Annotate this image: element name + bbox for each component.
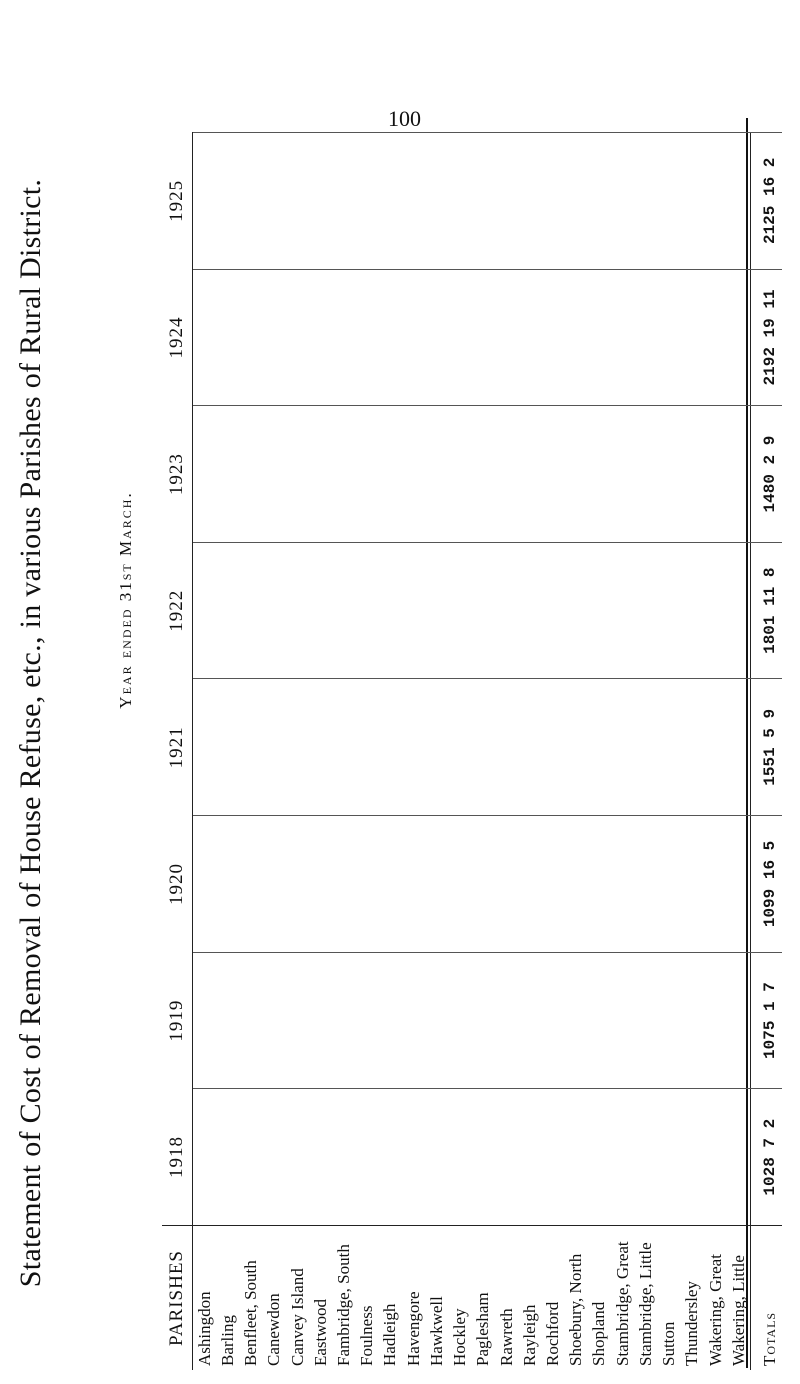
cost-cell — [588, 406, 611, 543]
cost-cell — [634, 816, 657, 953]
cost-cell — [704, 269, 727, 406]
cost-cell — [425, 133, 448, 270]
cost-cell — [240, 1089, 263, 1226]
cost-cell — [286, 679, 309, 816]
cost-cell — [495, 406, 518, 543]
cost-cell — [495, 816, 518, 953]
cost-cell — [286, 269, 309, 406]
cost-cell — [263, 679, 286, 816]
cost-cell — [216, 542, 239, 679]
cost-cell — [379, 269, 402, 406]
cost-cell — [588, 816, 611, 953]
cost-cell — [495, 679, 518, 816]
cost-cell — [425, 406, 448, 543]
table-body — [193, 133, 783, 1371]
cost-cell — [425, 1089, 448, 1226]
cost-cell — [309, 1089, 332, 1226]
total-cost-cell: 1028 7 2 — [751, 1089, 782, 1226]
table-row — [332, 133, 355, 1371]
page-subtitle: Year ended 31st March. — [116, 491, 135, 709]
cost-cell — [634, 406, 657, 543]
cost-cell — [356, 679, 379, 816]
cost-cell — [657, 406, 680, 543]
cost-cell — [727, 542, 751, 679]
cost-cell — [565, 269, 588, 406]
cost-cell — [727, 269, 751, 406]
cost-cell — [495, 952, 518, 1089]
totals-label: Totals — [751, 1226, 782, 1371]
cost-cell — [588, 1089, 611, 1226]
cost-cell — [681, 1089, 704, 1226]
total-cost-cell: 1551 5 9 — [751, 679, 782, 816]
parish-name: Fambridge, South — [332, 1226, 355, 1371]
cost-cell — [286, 542, 309, 679]
parish-name: Rayleigh — [518, 1226, 541, 1371]
cost-cell — [448, 133, 471, 270]
cost-cell — [309, 133, 332, 270]
cost-cell — [541, 133, 564, 270]
cost-cell — [704, 679, 727, 816]
parish-name: Barling — [216, 1226, 239, 1371]
cost-cell — [634, 679, 657, 816]
cost-cell — [565, 816, 588, 953]
table-row — [309, 133, 332, 1371]
cost-cell — [240, 542, 263, 679]
cost-cell — [448, 679, 471, 816]
year-header: 1925 — [162, 133, 193, 270]
cost-cell — [495, 269, 518, 406]
cost-cell — [518, 269, 541, 406]
cost-cell — [657, 679, 680, 816]
year-header: 1921 — [162, 679, 193, 816]
cost-cell — [216, 406, 239, 543]
cost-cell — [402, 952, 425, 1089]
cost-cell — [402, 1089, 425, 1226]
cost-cell — [657, 816, 680, 953]
cost-cell — [518, 133, 541, 270]
cost-cell — [425, 679, 448, 816]
cost-cell — [216, 269, 239, 406]
cost-cell — [379, 816, 402, 953]
cost-cell — [263, 133, 286, 270]
cost-cell — [518, 1089, 541, 1226]
year-header: 1918 — [162, 1089, 193, 1226]
cost-cell — [657, 269, 680, 406]
cost-table — [162, 132, 782, 1370]
cost-cell — [193, 269, 217, 406]
cost-cell — [216, 816, 239, 953]
cost-cell — [448, 952, 471, 1089]
cost-cell — [472, 133, 495, 270]
total-cost-cell: 2125 16 2 — [751, 133, 782, 270]
parish-name: Rawreth — [495, 1226, 518, 1371]
cost-cell — [425, 952, 448, 1089]
cost-cell — [681, 269, 704, 406]
cost-cell — [565, 952, 588, 1089]
cost-cell — [611, 542, 634, 679]
cost-cell — [379, 542, 402, 679]
cost-cell — [356, 952, 379, 1089]
cost-cell — [588, 269, 611, 406]
cost-cell — [402, 133, 425, 270]
cost-cell — [727, 816, 751, 953]
cost-cell — [588, 133, 611, 270]
table-row — [286, 133, 309, 1371]
cost-cell — [448, 406, 471, 543]
cost-cell — [472, 679, 495, 816]
cost-cell — [588, 679, 611, 816]
cost-cell — [472, 1089, 495, 1226]
cost-cell — [657, 1089, 680, 1226]
cost-cell — [634, 133, 657, 270]
table-row — [518, 133, 541, 1371]
table-row — [704, 133, 727, 1371]
cost-cell — [541, 816, 564, 953]
cost-cell — [704, 406, 727, 543]
cost-cell — [193, 816, 217, 953]
cost-cell — [193, 406, 217, 543]
cost-cell — [681, 133, 704, 270]
cost-cell — [402, 679, 425, 816]
parish-name: Stambridge, Great — [611, 1226, 634, 1371]
cost-cell — [240, 679, 263, 816]
parish-name: Benfleet, South — [240, 1226, 263, 1371]
year-header: 1923 — [162, 406, 193, 543]
cost-cell — [379, 679, 402, 816]
cost-cell — [541, 542, 564, 679]
cost-cell — [332, 542, 355, 679]
total-cost-cell: 1075 1 7 — [751, 952, 782, 1089]
cost-cell — [472, 406, 495, 543]
cost-cell — [472, 952, 495, 1089]
cost-cell — [472, 269, 495, 406]
cost-cell — [448, 1089, 471, 1226]
cost-cell — [193, 952, 217, 1089]
cost-cell — [518, 816, 541, 953]
parish-name: Thundersley — [681, 1226, 704, 1371]
cost-cell — [286, 406, 309, 543]
cost-cell — [704, 1089, 727, 1226]
parish-name: Hadleigh — [379, 1226, 402, 1371]
cost-cell — [309, 269, 332, 406]
table-row — [425, 133, 448, 1371]
page-title: Statement of Cost of Removal of House Refuse, etc., in various Parishes of Rural District. — [14, 178, 47, 1288]
cost-cell — [309, 406, 332, 543]
parish-name: Wakering, Little — [727, 1226, 751, 1371]
cost-cell — [541, 679, 564, 816]
cost-cell — [240, 133, 263, 270]
cost-cell — [309, 679, 332, 816]
cost-cell — [611, 816, 634, 953]
table-row — [657, 133, 680, 1371]
cost-cell — [657, 542, 680, 679]
cost-cell — [263, 1089, 286, 1226]
header-row — [162, 133, 193, 1371]
cost-cell — [588, 952, 611, 1089]
cost-cell — [356, 133, 379, 270]
cost-cell — [681, 406, 704, 543]
table-row — [379, 133, 402, 1371]
cost-cell — [332, 816, 355, 953]
parish-name: Canewdon — [263, 1226, 286, 1371]
cost-cell — [727, 406, 751, 543]
cost-cell — [379, 406, 402, 543]
table-row — [448, 133, 471, 1371]
table-row — [356, 133, 379, 1371]
cost-cell — [356, 542, 379, 679]
total-cost-cell: 1099 16 5 — [751, 816, 782, 953]
table-row — [402, 133, 425, 1371]
table-row — [541, 133, 564, 1371]
cost-cell — [309, 952, 332, 1089]
total-cost-cell: 1801 11 8 — [751, 542, 782, 679]
cost-cell — [379, 1089, 402, 1226]
cost-cell — [611, 133, 634, 270]
cost-cell — [240, 816, 263, 953]
cost-cell — [634, 269, 657, 406]
cost-cell — [263, 952, 286, 1089]
table-row — [727, 133, 751, 1371]
cost-cell — [518, 679, 541, 816]
cost-cell — [727, 133, 751, 270]
cost-cell — [216, 679, 239, 816]
cost-cell — [448, 542, 471, 679]
cost-cell — [611, 1089, 634, 1226]
cost-cell — [216, 952, 239, 1089]
cost-cell — [402, 406, 425, 543]
total-cost-cell: 2192 19 11 — [751, 269, 782, 406]
totals-row — [751, 133, 782, 1371]
cost-cell — [541, 1089, 564, 1226]
cost-cell — [681, 542, 704, 679]
cost-cell — [193, 542, 217, 679]
cost-cell — [379, 133, 402, 270]
parish-name: Shopland — [588, 1226, 611, 1371]
cost-cell — [193, 133, 217, 270]
parish-name: Rochford — [541, 1226, 564, 1371]
parish-name: Hockley — [448, 1226, 471, 1371]
cost-cell — [495, 133, 518, 270]
table-row — [681, 133, 704, 1371]
parish-name: Hawkwell — [425, 1226, 448, 1371]
cost-cell — [565, 133, 588, 270]
cost-cell — [332, 269, 355, 406]
cost-cell — [356, 269, 379, 406]
cost-cell — [704, 542, 727, 679]
cost-cell — [332, 406, 355, 543]
cost-cell — [634, 542, 657, 679]
parish-name: Ashingdon — [193, 1226, 217, 1371]
cost-cell — [704, 952, 727, 1089]
year-header: 1919 — [162, 952, 193, 1089]
parish-name: Foulness — [356, 1226, 379, 1371]
year-header: 1920 — [162, 816, 193, 953]
cost-cell — [402, 269, 425, 406]
table-row — [193, 133, 217, 1371]
parish-name: Paglesham — [472, 1226, 495, 1371]
cost-cell — [216, 133, 239, 270]
cost-cell — [495, 542, 518, 679]
cost-cell — [193, 679, 217, 816]
cost-cell — [448, 816, 471, 953]
parish-name: Havengore — [402, 1226, 425, 1371]
cost-cell — [472, 542, 495, 679]
cost-cell — [356, 1089, 379, 1226]
cost-cell — [588, 542, 611, 679]
cost-cell — [193, 1089, 217, 1226]
cost-cell — [286, 816, 309, 953]
cost-cell — [240, 269, 263, 406]
cost-cell — [332, 679, 355, 816]
cost-cell — [611, 269, 634, 406]
cost-cell — [541, 269, 564, 406]
year-header: 1924 — [162, 269, 193, 406]
cost-cell — [286, 952, 309, 1089]
cost-cell — [240, 952, 263, 1089]
cost-cell — [681, 816, 704, 953]
cost-cell — [518, 952, 541, 1089]
cost-cell — [611, 952, 634, 1089]
cost-cell — [727, 952, 751, 1089]
cost-cell — [286, 133, 309, 270]
cost-cell — [611, 406, 634, 543]
cost-cell — [263, 542, 286, 679]
table-row — [611, 133, 634, 1371]
cost-cell — [634, 952, 657, 1089]
cost-cell — [309, 816, 332, 953]
table-row — [472, 133, 495, 1371]
cost-cell — [332, 133, 355, 270]
cost-cell — [425, 542, 448, 679]
cost-cell — [286, 1089, 309, 1226]
parish-name: Canvey Island — [286, 1226, 309, 1371]
parishes-header: PARISHES — [162, 1226, 193, 1371]
cost-cell — [565, 542, 588, 679]
cost-cell — [495, 1089, 518, 1226]
table-row — [495, 133, 518, 1371]
cost-cell — [332, 1089, 355, 1226]
cost-cell — [472, 816, 495, 953]
cost-cell — [565, 679, 588, 816]
table-row — [240, 133, 263, 1371]
parish-name: Sutton — [657, 1226, 680, 1371]
table-row — [588, 133, 611, 1371]
cost-cell — [634, 1089, 657, 1226]
cost-cell — [727, 1089, 751, 1226]
cost-cell — [518, 542, 541, 679]
cost-cell — [704, 133, 727, 270]
cost-cell — [448, 269, 471, 406]
year-header: 1922 — [162, 542, 193, 679]
cost-cell — [565, 406, 588, 543]
cost-cell — [518, 406, 541, 543]
cost-cell — [704, 816, 727, 953]
cost-table-container — [162, 132, 782, 1370]
cost-cell — [356, 816, 379, 953]
cost-cell — [541, 952, 564, 1089]
cost-cell — [565, 1089, 588, 1226]
cost-cell — [332, 952, 355, 1089]
cost-cell — [263, 269, 286, 406]
table-row — [263, 133, 286, 1371]
page-number: 100 — [388, 106, 421, 131]
cost-cell — [240, 406, 263, 543]
table-row — [565, 133, 588, 1371]
cost-cell — [263, 816, 286, 953]
cost-cell — [541, 406, 564, 543]
cost-cell — [681, 952, 704, 1089]
cost-cell — [379, 952, 402, 1089]
table-row — [216, 133, 239, 1371]
cost-cell — [425, 816, 448, 953]
table-row — [634, 133, 657, 1371]
parish-name: Eastwood — [309, 1226, 332, 1371]
cost-cell — [425, 269, 448, 406]
cost-cell — [681, 679, 704, 816]
total-cost-cell: 1480 2 9 — [751, 406, 782, 543]
cost-cell — [657, 133, 680, 270]
cost-cell — [402, 816, 425, 953]
cost-cell — [402, 542, 425, 679]
cost-cell — [657, 952, 680, 1089]
cost-cell — [309, 542, 332, 679]
cost-cell — [356, 406, 379, 543]
cost-cell — [727, 679, 751, 816]
parish-name: Shoebury, North — [565, 1226, 588, 1371]
parish-name: Wakering, Great — [704, 1226, 727, 1371]
cost-cell — [263, 406, 286, 543]
cost-cell — [216, 1089, 239, 1226]
cost-cell — [611, 679, 634, 816]
parish-name: Stambridge, Little — [634, 1226, 657, 1371]
